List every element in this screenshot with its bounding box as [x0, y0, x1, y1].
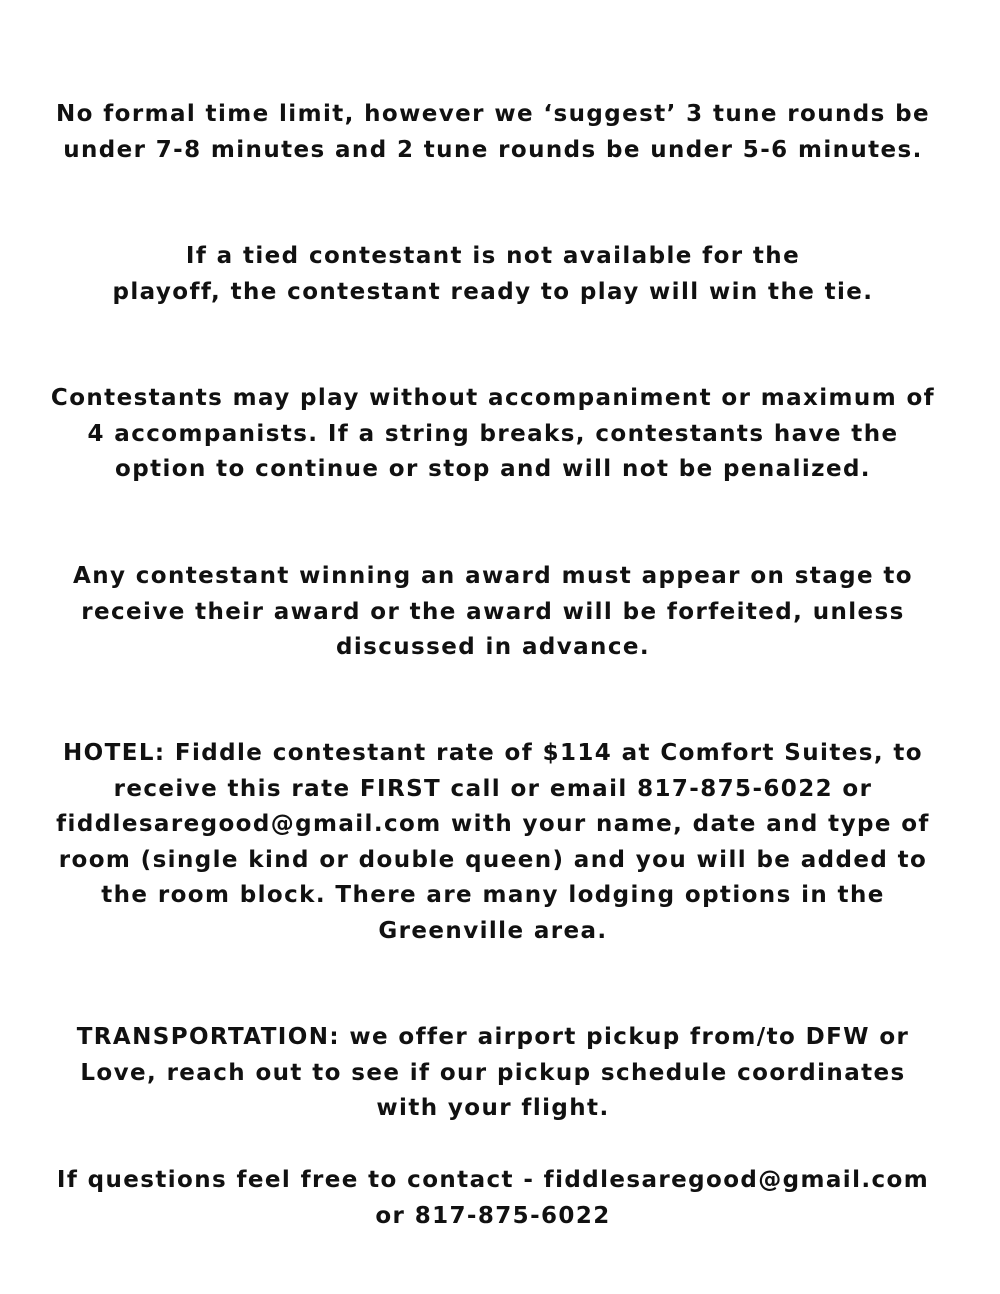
text-line: under 7-8 minutes and 2 tune rounds be under 5-6 minutes. — [63, 136, 923, 163]
text-line: the room block. There are many lodging options in the — [101, 882, 885, 908]
text-line: playoff, the contestant ready to play will win the tie. — [112, 278, 874, 305]
award-paragraph — [0, 559, 986, 666]
text-line: receive this rate FIRST call or email 817-875-6022 or — [113, 775, 873, 802]
transportation-paragraph — [0, 1020, 986, 1127]
text-line: with your flight. — [376, 1095, 610, 1121]
time-limit-paragraph — [0, 97, 986, 168]
text-line: Love, reach out to see if our pickup schedule coordinates — [80, 1059, 906, 1086]
text-line: option to continue or stop and will not be penalized. — [115, 456, 871, 482]
text-line: discussed in advance. — [335, 634, 650, 660]
tie-playoff-paragraph — [0, 239, 986, 310]
text-line: HOTEL: Fiddle contestant rate of $114 at Comfort Suites, to — [63, 740, 923, 766]
text-line: 4 accompanists. If a string breaks, contestants have the — [87, 420, 899, 447]
contact-paragraph — [0, 1163, 986, 1234]
text-line: room (single kind or double queen) and you will be added to — [58, 846, 928, 873]
hotel-paragraph — [0, 736, 986, 949]
text-line: No formal time limit, however we ‘suggest’ 3 tune rounds be — [55, 101, 931, 127]
text-line: Any contestant winning an award must appear on stage to — [73, 563, 913, 589]
text-line: If a tied contestant is not available for the — [185, 243, 801, 269]
text-line: fiddlesaregood@gmail.com with your name, date and type of — [56, 811, 930, 837]
text-line: Contestants may play without accompaniment or maximum of — [50, 385, 936, 411]
text-line: receive their award or the award will be forfeited, unless — [81, 598, 905, 625]
text-line: or 817-875-6022 — [375, 1202, 611, 1229]
accompaniment-paragraph — [0, 381, 986, 488]
text-line: TRANSPORTATION: we offer airport pickup from/to DFW or — [76, 1024, 910, 1050]
text-line: Greenville area. — [378, 917, 608, 944]
text-line: If questions feel free to contact - fiddlesaregood@gmail.com — [56, 1167, 930, 1193]
